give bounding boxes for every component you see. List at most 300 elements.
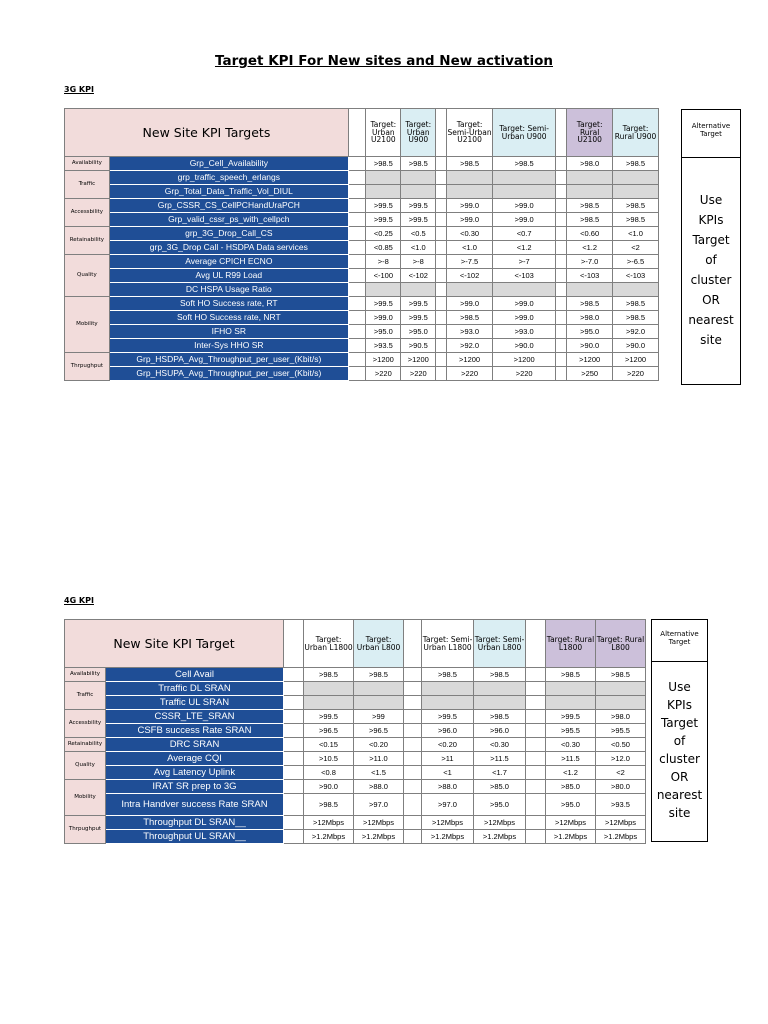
value-cell: >-6.5: [613, 255, 659, 269]
table-header-title: New Site KPI Target: [65, 620, 284, 668]
kpi-name: Average CQI: [106, 752, 284, 766]
category-label: Mobility: [65, 780, 106, 816]
value-cell: >97.0: [354, 794, 404, 816]
spacer-cell: [436, 199, 447, 213]
kpi-table-3g: [64, 108, 659, 381]
value-cell: >93.0: [492, 325, 555, 339]
table-row: [65, 780, 646, 794]
column-header: Target: Rural L800: [596, 620, 646, 668]
value-cell: >98.5: [354, 668, 404, 682]
kpi-table-4g: [64, 619, 646, 844]
value-cell: >93.5: [596, 794, 646, 816]
column-header: Target: Rural U2100: [567, 109, 613, 157]
spacer-cell: [526, 794, 546, 816]
spacer-cell: [436, 109, 447, 157]
value-cell: [474, 696, 526, 710]
spacer-cell: [404, 766, 422, 780]
spacer-cell: [284, 710, 304, 724]
kpi-name: grp_3G_Drop Call - HSDPA Data services: [109, 241, 348, 255]
spacer-cell: [404, 682, 422, 696]
table-row: [65, 255, 659, 269]
value-cell: >95.5: [546, 724, 596, 738]
spacer-cell: [526, 620, 546, 668]
value-cell: <0.30: [474, 738, 526, 752]
spacer-cell: [284, 816, 304, 830]
column-header: Target: Urban L1800: [304, 620, 354, 668]
kpi-name: grp_3G_Drop_Call_CS: [109, 227, 348, 241]
kpi-name: Traffic UL SRAN: [106, 696, 284, 710]
value-cell: >-8: [366, 255, 401, 269]
value-cell: >12.0: [596, 752, 646, 766]
spacer-cell: [436, 339, 447, 353]
spacer-cell: [436, 255, 447, 269]
table-row: [65, 157, 659, 171]
category-label: Accessbility: [65, 199, 110, 227]
value-cell: <-103: [567, 269, 613, 283]
alt-line: OR: [670, 770, 689, 784]
spacer-cell: [436, 367, 447, 381]
value-cell: [546, 696, 596, 710]
value-cell: [596, 696, 646, 710]
table-row: [65, 199, 659, 213]
table-row: [65, 185, 659, 199]
kpi-name: IFHO SR: [109, 325, 348, 339]
alt-line: cluster: [690, 273, 732, 287]
value-cell: >99.0: [492, 213, 555, 227]
spacer-cell: [348, 339, 365, 353]
spacer-cell: [404, 752, 422, 766]
value-cell: [447, 171, 493, 185]
value-cell: >95.0: [474, 794, 526, 816]
value-cell: >99.5: [422, 710, 474, 724]
value-cell: >98.5: [304, 668, 354, 682]
kpi-name: Grp_valid_cssr_ps_with_cellpch: [109, 213, 348, 227]
value-cell: >220: [613, 367, 659, 381]
spacer-cell: [404, 816, 422, 830]
value-cell: >93.5: [366, 339, 401, 353]
kpi-name: DRC SRAN: [106, 738, 284, 752]
alt-line: of: [673, 734, 686, 748]
value-cell: >98.0: [567, 311, 613, 325]
value-cell: >98.5: [366, 157, 401, 171]
value-cell: >220: [492, 367, 555, 381]
value-cell: >12Mbps: [304, 816, 354, 830]
table-row: [65, 297, 659, 311]
spacer-cell: [348, 185, 365, 199]
spacer-cell: [348, 227, 365, 241]
value-cell: >85.0: [474, 780, 526, 794]
spacer-cell: [404, 668, 422, 682]
section-label-3g: 3G KPI: [64, 85, 94, 94]
alt-line: Target: [660, 716, 699, 730]
spacer-cell: [284, 830, 304, 844]
value-cell: [492, 185, 555, 199]
value-cell: >88.0: [422, 780, 474, 794]
value-cell: <2: [596, 766, 646, 780]
value-cell: >250: [567, 367, 613, 381]
kpi-name: Grp_HSUPA_Avg_Throughput_per_user_(Kbit/s): [109, 367, 348, 381]
value-cell: >95.5: [596, 724, 646, 738]
value-cell: >99.0: [366, 311, 401, 325]
value-cell: >96.0: [474, 724, 526, 738]
alternative-target-box: [681, 109, 741, 385]
value-cell: >99.5: [366, 199, 401, 213]
spacer-cell: [348, 353, 365, 367]
value-cell: [492, 283, 555, 297]
value-cell: <1.7: [474, 766, 526, 780]
spacer-cell: [404, 830, 422, 844]
value-cell: >99.0: [492, 297, 555, 311]
value-cell: >80.0: [596, 780, 646, 794]
value-cell: >1.2Mbps: [304, 830, 354, 844]
category-label: Accessbility: [65, 710, 106, 738]
value-cell: >99.5: [366, 213, 401, 227]
value-cell: <-102: [401, 269, 436, 283]
spacer-cell: [436, 241, 447, 255]
value-cell: <-103: [613, 269, 659, 283]
spacer-cell: [526, 668, 546, 682]
value-cell: >90.0: [613, 339, 659, 353]
column-header: Target: Rural L1800: [546, 620, 596, 668]
value-cell: <0.7: [492, 227, 555, 241]
value-cell: >99.5: [304, 710, 354, 724]
value-cell: [366, 171, 401, 185]
value-cell: [613, 283, 659, 297]
value-cell: >1200: [567, 353, 613, 367]
kpi-table-body: [65, 157, 659, 381]
value-cell: >99.5: [546, 710, 596, 724]
spacer-cell: [348, 311, 365, 325]
value-cell: <1.0: [401, 241, 436, 255]
value-cell: >99.5: [401, 297, 436, 311]
value-cell: >92.0: [613, 325, 659, 339]
value-cell: >10.5: [304, 752, 354, 766]
spacer-cell: [556, 297, 567, 311]
spacer-cell: [404, 724, 422, 738]
value-cell: [567, 283, 613, 297]
value-cell: [401, 185, 436, 199]
table-row: [65, 816, 646, 830]
value-cell: >12Mbps: [596, 816, 646, 830]
value-cell: >98.5: [474, 668, 526, 682]
spacer-cell: [436, 157, 447, 171]
value-cell: <0.5: [401, 227, 436, 241]
alternative-target-title: Alternative Target: [691, 122, 731, 138]
section-label-4g: 4G KPI: [64, 596, 94, 605]
category-label: Mobility: [65, 297, 110, 353]
alt-line: KPIs: [698, 213, 724, 227]
value-cell: [401, 171, 436, 185]
value-cell: >1.2Mbps: [354, 830, 404, 844]
table-row: [65, 682, 646, 696]
value-cell: >98.5: [422, 668, 474, 682]
kpi-name: Grp_Cell_Availability: [109, 157, 348, 171]
spacer-cell: [436, 311, 447, 325]
spacer-cell: [284, 780, 304, 794]
spacer-cell: [556, 325, 567, 339]
spacer-cell: [556, 255, 567, 269]
value-cell: <-103: [492, 269, 555, 283]
value-cell: <1.2: [492, 241, 555, 255]
value-cell: >11: [422, 752, 474, 766]
value-cell: <0.15: [304, 738, 354, 752]
kpi-name: grp_traffic_speech_erlangs: [109, 171, 348, 185]
spacer-cell: [556, 171, 567, 185]
spacer-cell: [526, 766, 546, 780]
spacer-cell: [436, 185, 447, 199]
kpi-name: Soft HO Success rate, NRT: [109, 311, 348, 325]
spacer-cell: [556, 339, 567, 353]
value-cell: >97.0: [422, 794, 474, 816]
table-row: [65, 339, 659, 353]
value-cell: >90.0: [567, 339, 613, 353]
value-cell: >99.0: [447, 199, 493, 213]
spacer-cell: [348, 241, 365, 255]
table-row: [65, 213, 659, 227]
spacer-cell: [404, 794, 422, 816]
value-cell: >99.5: [366, 297, 401, 311]
spacer-cell: [348, 109, 365, 157]
spacer-cell: [404, 780, 422, 794]
value-cell: >98.5: [613, 199, 659, 213]
value-cell: >98.5: [567, 213, 613, 227]
spacer-cell: [436, 325, 447, 339]
value-cell: >12Mbps: [546, 816, 596, 830]
alternative-target-title: Alternative Target: [660, 630, 699, 646]
kpi-name: Cell Avail: [106, 668, 284, 682]
value-cell: [354, 682, 404, 696]
column-header: Target: Semi-Urban L800: [474, 620, 526, 668]
value-cell: >96.5: [304, 724, 354, 738]
value-cell: [613, 185, 659, 199]
kpi-name: IRAT SR prep to 3G: [106, 780, 284, 794]
value-cell: >95.0: [546, 794, 596, 816]
value-cell: >98.0: [567, 157, 613, 171]
value-cell: >98.5: [492, 157, 555, 171]
spacer-cell: [348, 157, 365, 171]
spacer-cell: [556, 227, 567, 241]
value-cell: <0.20: [354, 738, 404, 752]
alt-line: OR: [702, 293, 720, 307]
spacer-cell: [284, 766, 304, 780]
table-row: [65, 241, 659, 255]
value-cell: [304, 696, 354, 710]
alternative-target-text: [682, 190, 740, 350]
value-cell: <0.30: [447, 227, 493, 241]
spacer-cell: [526, 724, 546, 738]
spacer-cell: [526, 738, 546, 752]
spacer-cell: [348, 171, 365, 185]
category-label: Quality: [65, 255, 110, 297]
table-row: [65, 794, 646, 816]
kpi-name: CSFB success Rate SRAN: [106, 724, 284, 738]
spacer-cell: [436, 213, 447, 227]
value-cell: >88.0: [354, 780, 404, 794]
value-cell: <-100: [366, 269, 401, 283]
table-header-title: New Site KPI Targets: [65, 109, 349, 157]
table-row: [65, 269, 659, 283]
value-cell: >1.2Mbps: [474, 830, 526, 844]
table-row: [65, 668, 646, 682]
value-cell: >98.5: [546, 668, 596, 682]
alternative-target-text: [652, 678, 707, 822]
value-cell: >98.5: [613, 213, 659, 227]
spacer-cell: [436, 283, 447, 297]
spacer-cell: [404, 738, 422, 752]
category-label: Traffic: [65, 171, 110, 199]
value-cell: <0.30: [546, 738, 596, 752]
value-cell: [422, 682, 474, 696]
spacer-cell: [556, 367, 567, 381]
value-cell: [422, 696, 474, 710]
spacer-cell: [436, 227, 447, 241]
spacer-cell: [556, 213, 567, 227]
value-cell: >99.5: [401, 311, 436, 325]
category-label: Availability: [65, 668, 106, 682]
value-cell: [492, 171, 555, 185]
kpi-name: Throughput DL SRAN__: [106, 816, 284, 830]
column-header: Target: Urban U900: [401, 109, 436, 157]
value-cell: [474, 682, 526, 696]
kpi-name: Trraffic DL SRAN: [106, 682, 284, 696]
value-cell: <0.50: [596, 738, 646, 752]
spacer-cell: [526, 752, 546, 766]
value-cell: >95.0: [401, 325, 436, 339]
spacer-cell: [404, 620, 422, 668]
spacer-cell: [284, 794, 304, 816]
spacer-cell: [284, 738, 304, 752]
value-cell: >11.5: [474, 752, 526, 766]
table-row: [65, 738, 646, 752]
value-cell: >1.2Mbps: [596, 830, 646, 844]
value-cell: <2: [613, 241, 659, 255]
alt-line: site: [668, 806, 691, 820]
value-cell: >12Mbps: [474, 816, 526, 830]
value-cell: [401, 283, 436, 297]
spacer-cell: [436, 171, 447, 185]
spacer-cell: [284, 668, 304, 682]
alt-line: Use: [668, 680, 691, 694]
kpi-name: Intra Handver success Rate SRAN: [106, 794, 284, 816]
spacer-cell: [348, 199, 365, 213]
value-cell: >1.2Mbps: [546, 830, 596, 844]
kpi-name: Soft HO Success rate, RT: [109, 297, 348, 311]
value-cell: [567, 171, 613, 185]
alt-line: KPIs: [667, 698, 692, 712]
value-cell: [447, 283, 493, 297]
value-cell: >96.5: [354, 724, 404, 738]
category-label: Traffic: [65, 682, 106, 710]
value-cell: >220: [401, 367, 436, 381]
value-cell: [613, 171, 659, 185]
value-cell: >98.5: [567, 297, 613, 311]
kpi-name: Grp_HSDPA_Avg_Throughput_per_user_(Kbit/s): [109, 353, 348, 367]
value-cell: >95.0: [366, 325, 401, 339]
category-label: Availability: [65, 157, 110, 171]
table-row: [65, 227, 659, 241]
spacer-cell: [348, 283, 365, 297]
table-row: [65, 171, 659, 185]
spacer-cell: [556, 109, 567, 157]
spacer-cell: [556, 185, 567, 199]
table-row: [65, 752, 646, 766]
value-cell: >98.5: [474, 710, 526, 724]
spacer-cell: [436, 297, 447, 311]
kpi-name: Average CPICH ECNO: [109, 255, 348, 269]
value-cell: >220: [366, 367, 401, 381]
value-cell: [304, 682, 354, 696]
spacer-cell: [404, 710, 422, 724]
kpi-name: CSSR_LTE_SRAN: [106, 710, 284, 724]
value-cell: <1.5: [354, 766, 404, 780]
value-cell: >90.0: [304, 780, 354, 794]
spacer-cell: [556, 241, 567, 255]
value-cell: <1.0: [447, 241, 493, 255]
table-row: [65, 311, 659, 325]
value-cell: >98.5: [596, 668, 646, 682]
value-cell: [354, 696, 404, 710]
value-cell: [546, 682, 596, 696]
alt-line: nearest: [656, 788, 703, 802]
spacer-cell: [556, 353, 567, 367]
value-cell: [596, 682, 646, 696]
value-cell: <0.8: [304, 766, 354, 780]
value-cell: >95.0: [567, 325, 613, 339]
spacer-cell: [284, 752, 304, 766]
table-row: [65, 830, 646, 844]
value-cell: <0.20: [422, 738, 474, 752]
alt-line: Target: [692, 233, 730, 247]
spacer-cell: [284, 696, 304, 710]
value-cell: >1200: [447, 353, 493, 367]
value-cell: <1.2: [546, 766, 596, 780]
spacer-cell: [526, 682, 546, 696]
alt-line: Use: [699, 193, 723, 207]
value-cell: >-7: [492, 255, 555, 269]
table-row: [65, 367, 659, 381]
kpi-name: Avg Latency Uplink: [106, 766, 284, 780]
alt-line: cluster: [659, 752, 700, 766]
value-cell: >98.5: [447, 157, 493, 171]
value-cell: >92.0: [447, 339, 493, 353]
table-row: [65, 724, 646, 738]
alt-line: nearest: [688, 313, 734, 327]
kpi-name: Grp_CSSR_CS_CellPCHandUraPCH: [109, 199, 348, 213]
value-cell: <1.0: [613, 227, 659, 241]
value-cell: <0.85: [366, 241, 401, 255]
value-cell: >1200: [366, 353, 401, 367]
table-row: [65, 696, 646, 710]
spacer-cell: [284, 620, 304, 668]
spacer-cell: [348, 269, 365, 283]
value-cell: <1.2: [567, 241, 613, 255]
table-row: [65, 710, 646, 724]
column-header: Target: Semi-Urban U900: [492, 109, 555, 157]
spacer-cell: [556, 269, 567, 283]
value-cell: >98.0: [596, 710, 646, 724]
value-cell: >-7.0: [567, 255, 613, 269]
value-cell: >98.5: [447, 311, 493, 325]
value-cell: >90.5: [401, 339, 436, 353]
value-cell: [447, 185, 493, 199]
spacer-cell: [348, 367, 365, 381]
kpi-name: DC HSPA Usage Ratio: [109, 283, 348, 297]
value-cell: >99.0: [447, 213, 493, 227]
table-row: [65, 766, 646, 780]
spacer-cell: [556, 199, 567, 213]
spacer-cell: [348, 325, 365, 339]
spacer-cell: [348, 297, 365, 311]
